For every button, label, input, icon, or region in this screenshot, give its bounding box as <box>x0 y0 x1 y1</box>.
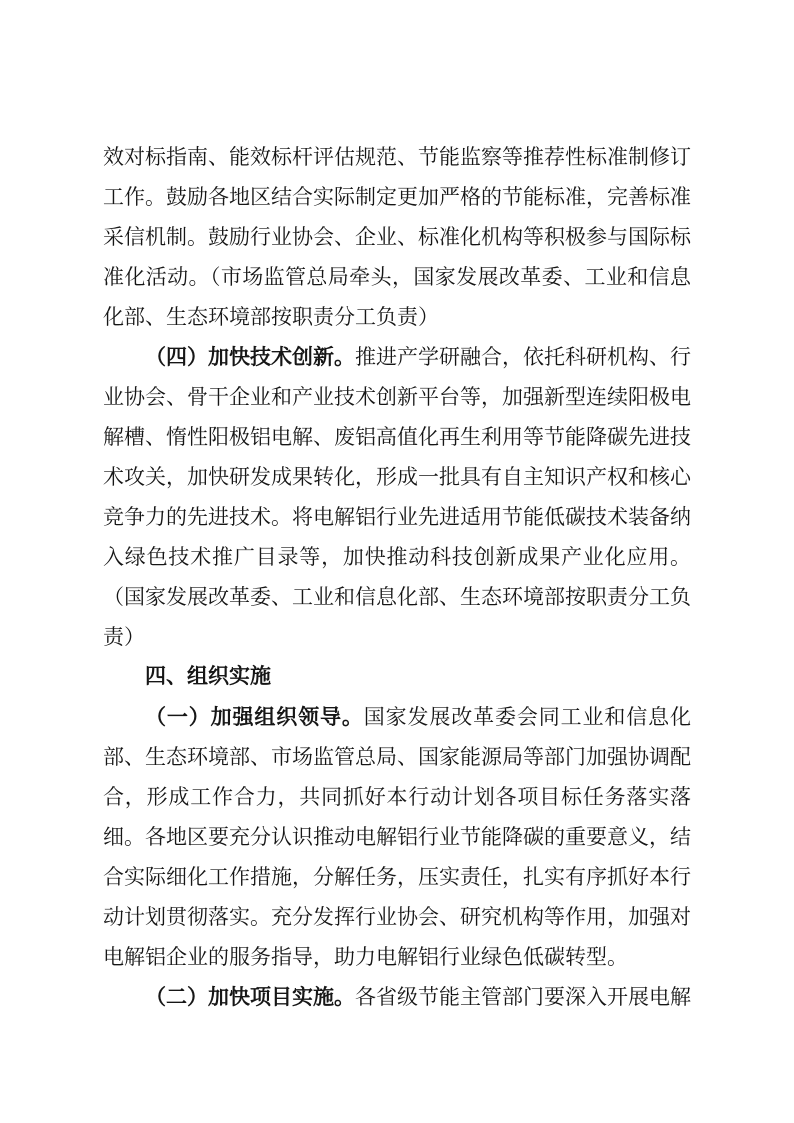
para-standards-continuation <box>103 137 691 337</box>
para-strengthen-leadership-segment-0: （一）加强组织领导。 <box>145 705 364 729</box>
para-project-implementation-segment-0: （二）加快项目实施。 <box>145 985 355 1009</box>
para-tech-innovation <box>103 337 691 657</box>
para-tech-innovation-segment-2: （国家发展改革委、工业和信息化部、生态环境部按职责分工负责） <box>103 585 691 649</box>
para-standards-continuation-segment-0: 效对标指南、能效标杆评估规范、节能监察等推荐性标准制修订工作。鼓励各地区结合实际制定更加严格的节能标准，完善标准采信机制。鼓励行业协会、企业、标准化机构等积极参与国际标准化活动。 <box>103 145 691 289</box>
para-project-implementation-segment-1: 各省级节能主管部门要深入开展电解 <box>355 985 691 1009</box>
para-project-implementation <box>103 977 691 1017</box>
para-strengthen-leadership-segment-1: 国家发展改革委会同工业和信息化部、生态环境部、市场监管总局、国家能源局等部门加强协调配合，形成工作合力，共同抓好本行动计划各项目标任务落实落细。各地区要充分认识推动电解铝行业节能降碳的重要意义，结合实际细化工作措施，分解任务，压实责任，扎实有序抓好本行动计划贯彻落实。充分发挥行业协会、研究机构等作用，加强对电解铝企业的服务指导，助力电解铝行业绿色低碳转型。 <box>103 705 691 969</box>
heading-section-four <box>103 657 691 697</box>
para-tech-innovation-segment-0: （四）加快技术创新。 <box>145 345 355 369</box>
para-tech-innovation-segment-1: 推进产学研融合，依托科研机构、行业协会、骨干企业和产业技术创新平台等，加强新型连续阳极电解槽、惰性阳极铝电解、废铝高值化再生利用等节能降碳先进技术攻关，加快研发成果转化，形成一批具有自主知识产权和核心竞争力的先进技术。将电解铝行业先进适用节能低碳技术装备纳入绿色技术推广目录等，加快推动科技创新成果产业化应用。 <box>103 345 691 569</box>
heading-section-four-segment-0: 四、组织实施 <box>145 665 271 688</box>
para-strengthen-leadership <box>103 697 691 977</box>
para-standards-continuation-segment-1: （市场监管总局牵头，国家发展改革委、工业和信息化部、生态环境部按职责分工负责） <box>103 265 692 329</box>
